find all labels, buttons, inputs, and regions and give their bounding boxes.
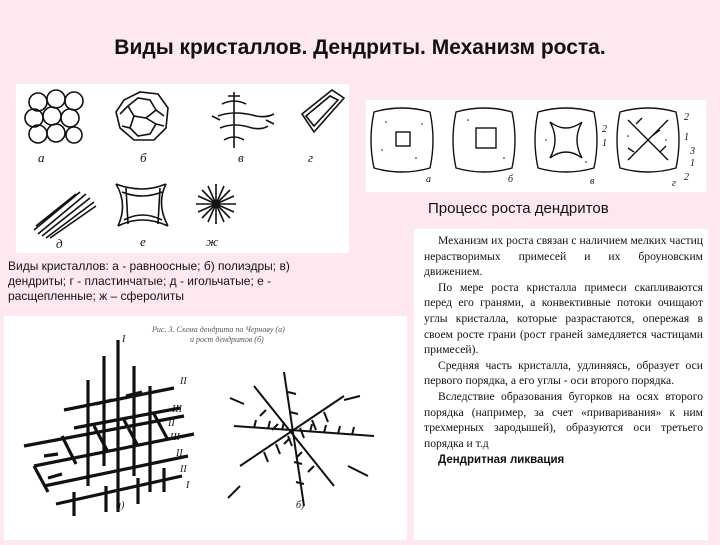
dendrite-schema-figure [4,316,407,540]
crystal-types-figure [16,84,349,253]
crystal-label-b: б [140,150,147,165]
crystal-types-caption: Виды кристаллов: а - равноосные; б) полиэдры; в) дендриты; г - пластинчатые; д - игольчатые; е - расщепленные; ж – сферолиты [8,259,290,303]
growth-process-figure [366,100,706,192]
equiaxed-grains-drawing [25,90,83,143]
sublabel-a: а) [116,500,125,511]
needles-drawing [34,192,96,238]
sublabel-b: б) [296,500,305,511]
figure-header-line2: и рост дендритов (б) [190,335,264,344]
split-crystal-drawing [116,184,168,226]
growth-label-b: б [508,174,514,185]
mechanism-paragraph-1: Механизм их роста связан с наличием мелких частиц нерастворимых примесей и их броуновским движением. [424,234,703,279]
crystal-label-v: в [238,150,244,165]
mechanism-paragraph-4: Вследствие образования бугорков на осях второго порядка (например, за счет «приваривания» к ним трехмерных зародышей), образуются оси третьего порядка и т.д [424,389,703,450]
growth-number-6: 1 [690,158,695,169]
growth-number-5: 3 [690,146,695,157]
mechanism-text-box [414,229,708,540]
polyhedra-drawing [116,92,168,140]
slide-title: Виды кристаллов. Дендриты. Механизм роста. [114,36,606,59]
growth-process-caption: Процесс роста дендритов [428,200,609,217]
crystal-label-e: е [140,234,146,249]
growth-number-7: 2 [684,172,689,183]
dendrite-growth-drawing [228,372,374,506]
spherulite-drawing [196,184,236,224]
roman-label-4: II [168,418,175,429]
growth-number-3: 2 [684,112,689,123]
dendrite-drawing [212,92,274,148]
mechanism-paragraph-2: По мере роста кристалла примеси скапливаются перед его гранями, а конвективные потоки очищают углы кристалла, которые разрастаются, опережая в своем росте грани (рост граней замедляется частицами примесей). [424,280,703,357]
growth-number-2: 1 [602,138,607,149]
figure-header-line1: Рис. 3. Схема дендрита по Чернову (а) [152,325,285,334]
mechanism-paragraph-3: Средняя часть кристалла, удлиняясь, образует оси первого порядка, а его углы - оси второго порядка. [424,358,703,388]
roman-label-1: I [122,334,126,345]
roman-label-6: II [176,448,183,459]
crystal-label-g: г [308,150,314,165]
growth-number-1: 2 [602,124,607,135]
roman-label-2: II [180,376,187,387]
plate-drawing [302,90,344,132]
crystal-label-a: а [38,150,45,165]
crystal-label-d: д [56,236,63,251]
dendritic-segregation-heading: Дендритная ликвация [438,454,565,467]
growth-label-v: в [590,176,595,187]
roman-label-5: III [170,432,180,443]
growth-number-4: 1 [684,132,689,143]
crystal-label-zh: ж [206,234,219,249]
roman-label-8: I [186,480,190,491]
roman-label-7: II [180,464,187,475]
growth-label-g: г [672,178,676,189]
roman-label-3: III [172,404,182,415]
growth-label-a: а [426,174,431,185]
